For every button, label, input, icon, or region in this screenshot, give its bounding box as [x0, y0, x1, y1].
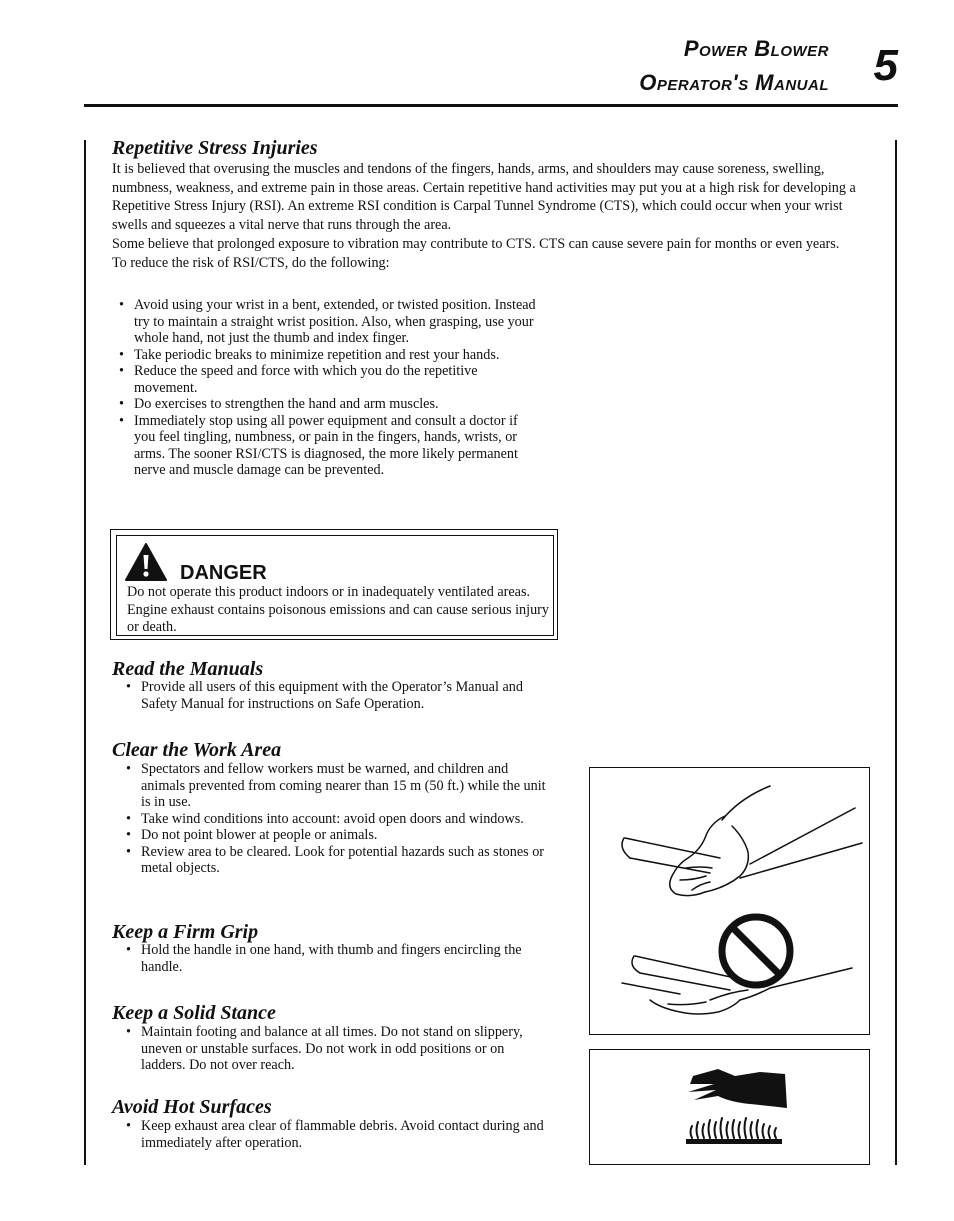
warning-triangle-icon	[124, 542, 168, 582]
header-rule	[84, 104, 898, 107]
read-manuals-heading: Read the Manuals	[112, 658, 264, 680]
list-item: • Take wind conditions into account: avoid open doors and windows.	[120, 811, 552, 828]
danger-text: Do not operate this product indoors or in inadequately ventilated areas. Engine exhaust contains poisonous emissions and can cause serious injury or death.	[127, 584, 550, 635]
manual-title-line2: Operator's Manual	[639, 70, 829, 95]
rsi-paragraph: To reduce the risk of RSI/CTS, do the following:	[112, 254, 390, 271]
list-item: • Reduce the speed and force with which you do the repetitive movement.	[113, 363, 541, 396]
list-item: • Maintain footing and balance at all times. Do not stand on slippery, uneven or unstable surfaces. Do not work in odd positions or on ladders. Do not over reach.	[120, 1024, 550, 1074]
page-number: 5	[873, 41, 898, 90]
manual-title-line1: Power Blower	[683, 36, 829, 61]
firm-grip-list	[120, 942, 550, 975]
work-area-heading: Clear the Work Area	[112, 739, 282, 761]
list-item: • Keep exhaust area clear of flammable debris. Avoid contact during and immediately after operation.	[120, 1118, 550, 1151]
list-item: • Review area to be cleared. Look for potential hazards such as stones or metal objects.	[120, 844, 552, 877]
hot-surface-icon	[590, 1050, 869, 1164]
hot-surfaces-heading: Avoid Hot Surfaces	[112, 1096, 272, 1118]
prohibited-icon	[722, 917, 790, 985]
work-area-list	[120, 761, 552, 877]
list-item: • Do not point blower at people or animals.	[120, 827, 552, 844]
solid-stance-list	[120, 1024, 550, 1074]
rsi-heading: Repetitive Stress Injuries	[112, 137, 318, 159]
list-item: • Immediately stop using all power equipment and consult a doctor if you feel tingling, numbness, or pain in the fingers, hands, wrists, or arms. The sooner RSI/CTS is diagnosed, the more likely permanent nerve and muscle damage can be prevented.	[113, 413, 541, 479]
list-item: • Provide all users of this equipment with the Operator’s Manual and Safety Manual for instructions on Safe Operation.	[120, 679, 550, 712]
rsi-body	[112, 160, 872, 272]
left-margin-rule	[84, 140, 86, 1165]
right-margin-rule	[895, 140, 897, 1165]
hot-surface-figure	[589, 1049, 870, 1165]
read-manuals-list	[120, 679, 550, 712]
list-item: • Avoid using your wrist in a bent, extended, or twisted position. Instead try to maintain a straight wrist position. Also, when grasping, use your whole hand, not just the thumb and index finger.	[113, 297, 541, 347]
hot-surfaces-list	[120, 1118, 550, 1151]
list-item: • Do exercises to strengthen the hand and arm muscles.	[113, 396, 541, 413]
firm-grip-heading: Keep a Firm Grip	[112, 921, 259, 943]
rsi-bullet-list	[113, 297, 541, 479]
grip-illustration	[590, 768, 869, 1034]
list-item: • Spectators and fellow workers must be warned, and children and animals prevented from coming nearer than 15 m (50 ft.) while the unit is in use.	[120, 761, 552, 811]
list-item: • Take periodic breaks to minimize repetition and rest your hands.	[113, 347, 541, 364]
rsi-paragraph: Some believe that prolonged exposure to vibration may contribute to CTS. CTS can cause severe pain for months or even years.	[112, 235, 840, 252]
solid-stance-heading: Keep a Solid Stance	[112, 1002, 276, 1024]
grip-figure	[589, 767, 870, 1035]
rsi-paragraph: It is believed that overusing the muscles and tendons of the fingers, hands, arms, and shoulders may cause soreness, swelling, numbness, weakness, and extreme pain in those areas. Certain repetitive hand activities may put you at a high risk for developing a Repetitive Stress Injury (RSI). An extreme RSI condition is Carpal Tunnel Syndrome (CTS), which could occur when your wrist swells and squeezes a vital nerve that runs through the area.	[112, 161, 856, 234]
list-item: • Hold the handle in one hand, with thumb and fingers encircling the handle.	[120, 942, 550, 975]
danger-title: DANGER	[180, 562, 267, 584]
